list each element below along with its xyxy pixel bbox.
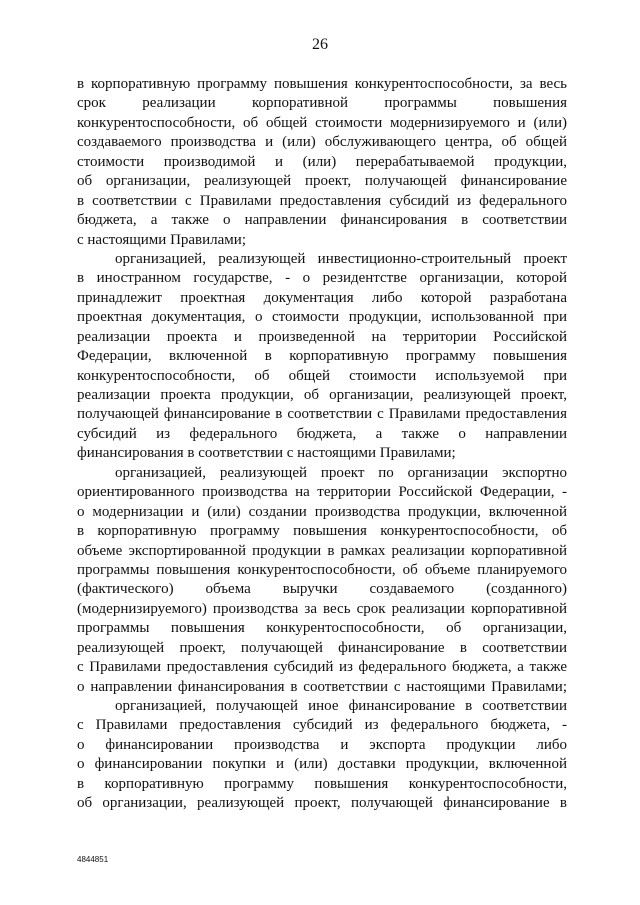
text-line: с Правилами предоставления субсидий из федерального бюджета, - <box>77 717 567 734</box>
text-line: с Правилами предоставления субсидий из федерального бюджета, а также <box>77 659 567 676</box>
text-line: реализации проекта и произведенной на территории Российской <box>77 328 567 345</box>
text-line: конкурентоспособности, об общей стоимости используемой при <box>77 367 567 384</box>
text-line: организацией, реализующей инвестиционно-строительный проект <box>115 250 567 267</box>
text-line: о финансировании производства и экспорта продукции либо <box>77 736 567 753</box>
page-number: 26 <box>312 36 328 53</box>
text-line: в соответствии с Правилами предоставления субсидий из федерального <box>77 192 567 209</box>
text-line: создаваемого производства и (или) обслуживающего центра, об общей <box>77 134 567 151</box>
text-line: программы повышения конкурентоспособности, об организации, <box>77 620 567 637</box>
text-line: принадлежит проектная документация либо которой разработана <box>77 289 567 306</box>
text-line: (фактического) объема выручки создаваемого (созданного) <box>77 581 567 598</box>
text-line: финансирования в соответствии с настоящими Правилами; <box>77 445 456 462</box>
document-body <box>77 75 567 814</box>
text-line: проектная документация, о стоимости продукции, использованной при <box>77 309 567 326</box>
text-line: организацией, получающей иное финансирование в соответствии <box>115 698 567 714</box>
text-line: ориентированного производства на территории Российской Федерации, - <box>77 484 567 501</box>
text-line: (модернизируемого) производства за весь срок реализации корпоративной <box>77 600 567 617</box>
text-line: об организации, реализующей проект, получающей финансирование в <box>77 795 567 812</box>
text-line: срок реализации корпоративной программы повышения <box>77 95 567 112</box>
text-line: о модернизации и (или) создании производства продукции, включенной <box>77 503 567 520</box>
text-line: бюджета, а также о направлении финансирования в соответствии <box>77 212 567 229</box>
text-line: об организации, реализующей проект, получающей финансирование <box>77 173 567 190</box>
text-line: субсидий из федерального бюджета, а также о направлении <box>77 425 567 442</box>
document-id: 4844851 <box>77 855 109 864</box>
text-line: конкурентоспособности, об общей стоимости модернизируемого и (или) <box>77 114 567 131</box>
text-line: получающей финансирование в соответствии с Правилами предоставления <box>77 406 567 423</box>
text-line: реализующей проект, получающей финансирование в соответствии <box>77 639 567 656</box>
text-line: программы повышения конкурентоспособности, об объеме планируемого <box>77 561 567 578</box>
text-line: в иностранном государстве, - о резидентстве организации, которой <box>77 270 567 287</box>
text-line: о финансировании покупки и (или) доставки продукции, включенной <box>77 756 567 773</box>
text-line: реализации проекта продукции, об организации, реализующей проект, <box>77 387 567 403</box>
text-line: объеме экспортированной продукции в рамках реализации корпоративной <box>77 542 567 559</box>
text-line: организацией, реализующей проект по организации экспортно <box>115 464 567 481</box>
text-line: в корпоративную программу повышения конкурентоспособности, об <box>77 523 567 540</box>
text-line: в корпоративную программу повышения конкурентоспособности, <box>77 775 567 792</box>
text-line: Федерации, включенной в корпоративную программу повышения <box>77 348 567 365</box>
text-line: в корпоративную программу повышения конкурентоспособности, за весь <box>77 76 567 92</box>
text-line: о направлении финансирования в соответствии с настоящими Правилами; <box>77 678 567 695</box>
text-line: с настоящими Правилами; <box>77 231 246 248</box>
text-line: стоимости производимой и (или) перерабатываемой продукции, <box>77 153 567 170</box>
